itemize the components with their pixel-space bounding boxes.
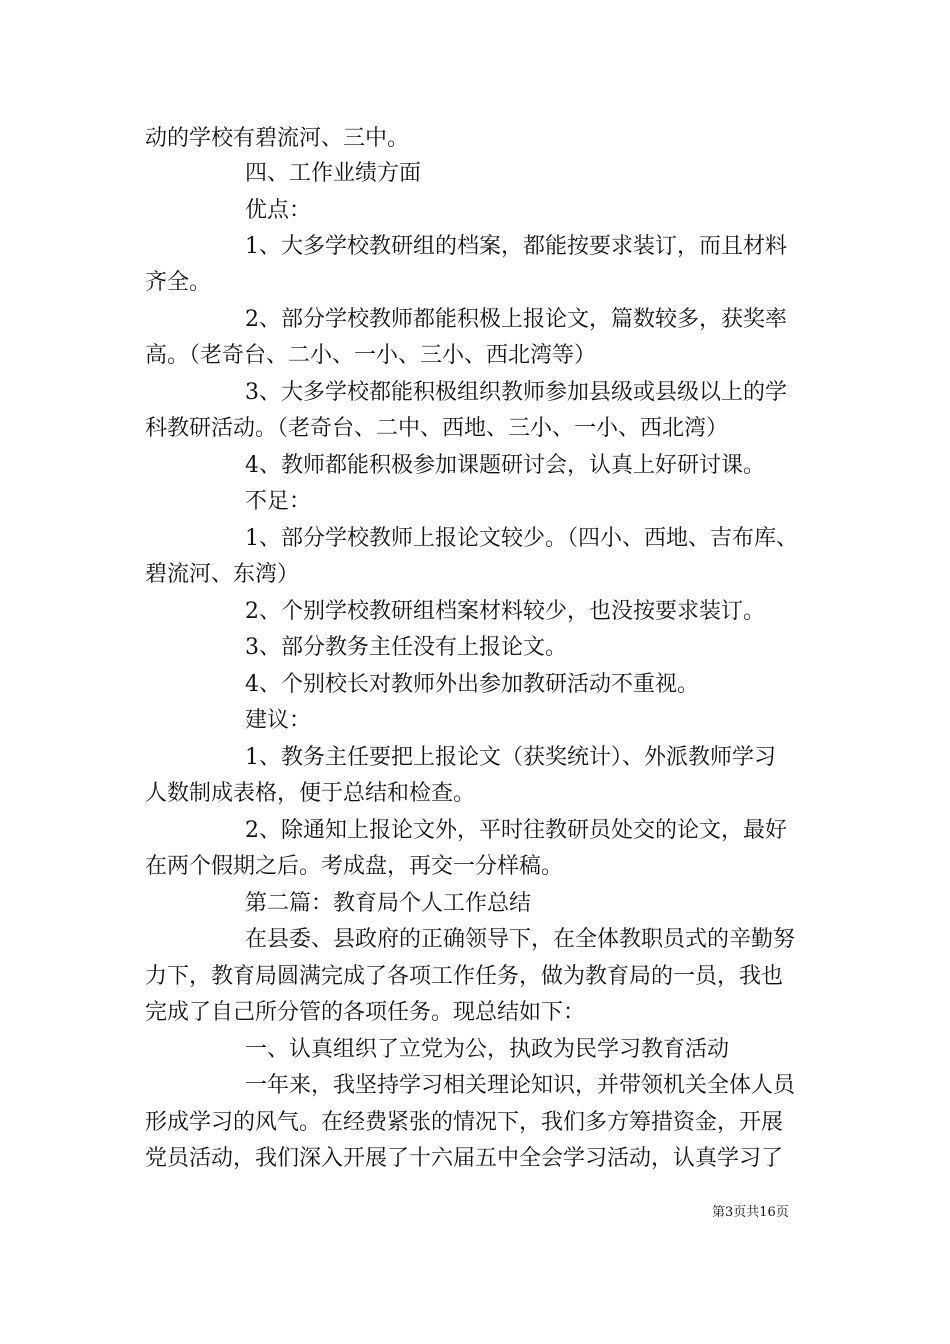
subheading: 建议： xyxy=(245,708,312,733)
text-line: 4、教师都能积极参加课题研讨会，认真上好研讨课。 xyxy=(245,453,765,478)
text-line: 动的学校有碧流河、三中。 xyxy=(145,126,410,151)
text-line: 2、个别学校教研组档案材料较少，也没按要求装订。 xyxy=(245,599,765,624)
section-heading: 四、工作业绩方面 xyxy=(245,161,422,186)
subheading: 优点： xyxy=(245,198,312,223)
page-number-footer: 第3页共16页 xyxy=(712,1205,789,1220)
subheading: 不足： xyxy=(245,489,312,514)
text-line: 人数制成表格，便于总结和检查。 xyxy=(145,781,476,806)
text-line: 科教研活动。（老奇台、二中、西地、三小、一小、西北湾） xyxy=(145,416,729,441)
text-line: 形成学习的风气。在经费紧张的情况下，我们多方筹措资金，开展 xyxy=(145,1110,784,1135)
text-line: 3、大多学校都能积极组织教师参加县级或县级以上的学 xyxy=(245,380,787,405)
text-line: 3、部分教务主任没有上报论文。 xyxy=(245,635,567,660)
text-line: 1、大多学校教研组的档案，都能按要求装订，而且材料 xyxy=(245,234,787,259)
section-heading: 一、认真组织了立党为公，执政为民学习教育活动 xyxy=(245,1037,730,1062)
text-line: 完成了自己所分管的各项任务。现总结如下： xyxy=(145,1000,586,1025)
text-line: 4、个别校长对教师外出参加教研活动不重视。 xyxy=(245,672,699,697)
text-line: 党员活动，我们深入开展了十六届五中全会学习活动，认真学习了 xyxy=(145,1146,784,1171)
chapter-heading: 第二篇：教育局个人工作总结 xyxy=(245,891,532,916)
text-line: 1、教务主任要把上报论文（获奖统计）、外派教师学习 xyxy=(245,745,776,770)
text-line: 齐全。 xyxy=(145,270,212,295)
text-line: 力下，教育局圆满完成了各项工作任务，做为教育局的一员，我也 xyxy=(145,964,784,989)
text-line: 1、部分学校教师上报论文较少。（四小、西地、吉布库、 xyxy=(245,526,798,551)
text-line: 2、除通知上报论文外，平时往教研员处交的论文，最好 xyxy=(245,818,787,843)
text-line: 高。（老奇台、二小、一小、三小、西北湾等） xyxy=(145,343,597,368)
text-line: 2、部分学校教师都能积极上报论文，篇数较多，获奖率 xyxy=(245,307,787,332)
text-line: 碧流河、东湾） xyxy=(145,562,300,587)
text-line: 在县委、县政府的正确领导下，在全体教职员式的辛勤努 xyxy=(245,927,796,952)
text-line: 在两个假期之后。考成盘，再交一分样稿。 xyxy=(145,854,564,879)
text-line: 一年来，我坚持学习相关理论知识，并带领机关全体人员 xyxy=(245,1073,796,1098)
